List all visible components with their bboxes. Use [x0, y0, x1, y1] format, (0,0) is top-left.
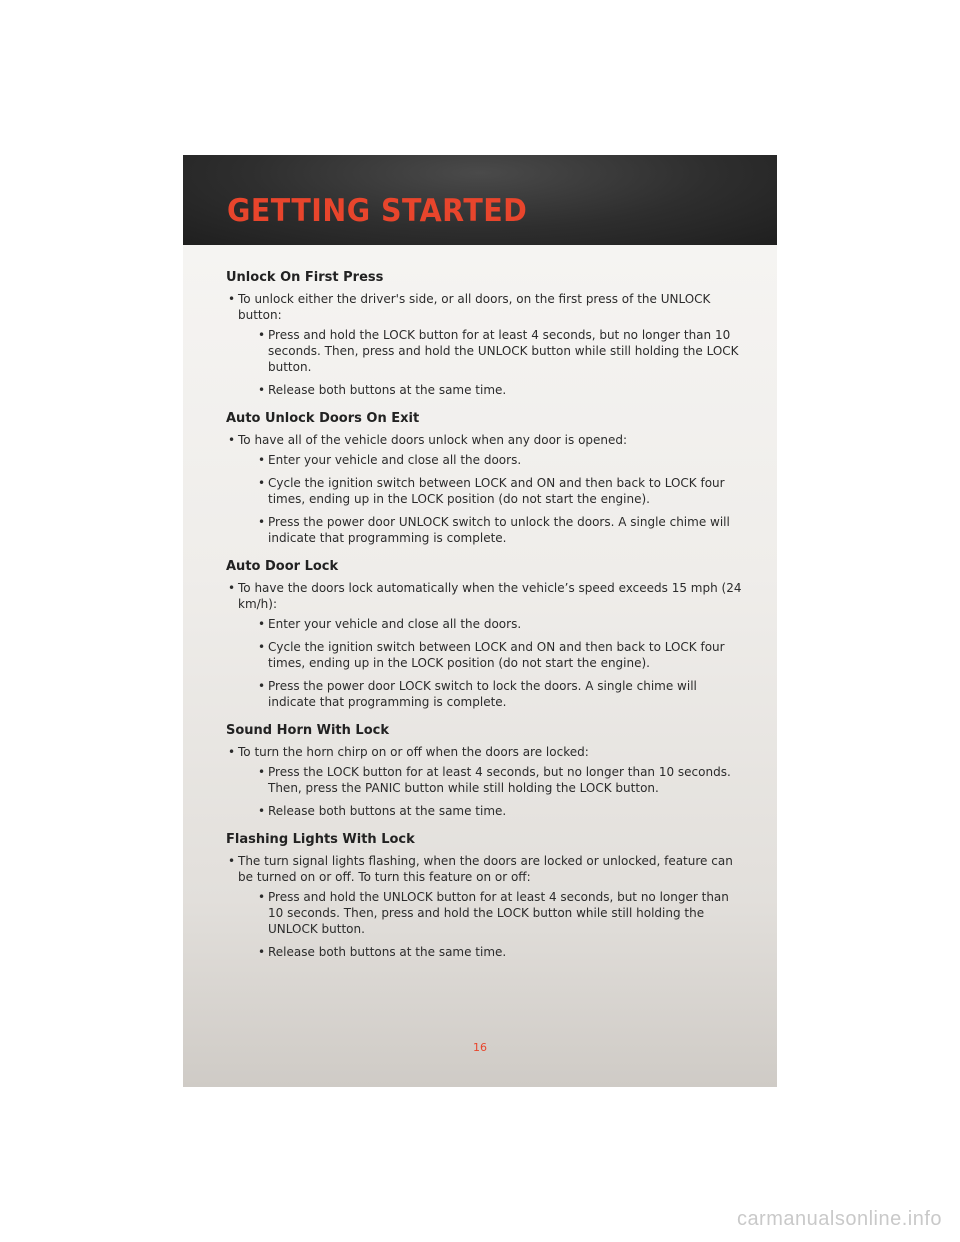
watermark: carmanualsonline.info	[736, 1208, 942, 1230]
sub-bullet-item: • Press and hold the UNLOCK button for at least 4 seconds, but no longer than 10 seconds. Then, press and hold the LOCK button while still holding the UNLOCK button.	[226, 889, 746, 937]
sub-bullet-item: • Enter your vehicle and close all the doors.	[226, 452, 746, 468]
manual-page	[183, 155, 777, 1087]
section-title: Unlock On First Press	[226, 270, 384, 285]
sub-bullet-item: • Enter your vehicle and close all the doors.	[226, 616, 746, 632]
section-title: Flashing Lights With Lock	[226, 832, 415, 847]
sub-bullet-item: • Press the power door LOCK switch to lock the doors. A single chime will indicate that programming is complete.	[226, 678, 746, 710]
sub-bullet-item: • Release both buttons at the same time.	[226, 382, 746, 398]
bullet-item: • To have the doors lock automatically when the vehicle’s speed exceeds 15 mph (24 km/h):	[226, 580, 746, 612]
bullet-item: • The turn signal lights flashing, when the doors are locked or unlocked, feature can be turned on or off. To turn this feature on or off:	[226, 853, 746, 885]
section-title: Sound Horn With Lock	[226, 723, 389, 738]
page-number: 16	[473, 1041, 487, 1054]
section-title: Auto Unlock Doors On Exit	[226, 411, 420, 426]
section-header	[183, 155, 777, 245]
section-title: Auto Door Lock	[226, 559, 339, 574]
sub-bullet-item: • Cycle the ignition switch between LOCK and ON and then back to LOCK four times, ending up in the LOCK position (do not start the engine).	[226, 639, 746, 671]
bullet-item: • To turn the horn chirp on or off when the doors are locked:	[226, 744, 746, 760]
sub-bullet-item: • Release both buttons at the same time.	[226, 944, 746, 960]
sub-bullet-item: • Cycle the ignition switch between LOCK and ON and then back to LOCK four times, ending up in the LOCK position (do not start the engine).	[226, 475, 746, 507]
page-content	[226, 269, 746, 967]
page-title: GETTING STARTED	[227, 193, 528, 229]
sub-bullet-item: • Press the power door UNLOCK switch to unlock the doors. A single chime will indicate that programming is complete.	[226, 514, 746, 546]
sub-bullet-item: • Press the LOCK button for at least 4 seconds, but no longer than 10 seconds. Then, press the PANIC button while still holding the LOCK button.	[226, 764, 746, 796]
sub-bullet-item: • Release both buttons at the same time.	[226, 803, 746, 819]
sub-bullet-item: • Press and hold the LOCK button for at least 4 seconds, but no longer than 10 seconds. Then, press and hold the UNLOCK button while still holding the LOCK button.	[226, 327, 746, 375]
bullet-item: • To unlock either the driver's side, or all doors, on the first press of the UNLOCK button:	[226, 291, 746, 323]
bullet-item: • To have all of the vehicle doors unlock when any door is opened:	[226, 432, 746, 448]
